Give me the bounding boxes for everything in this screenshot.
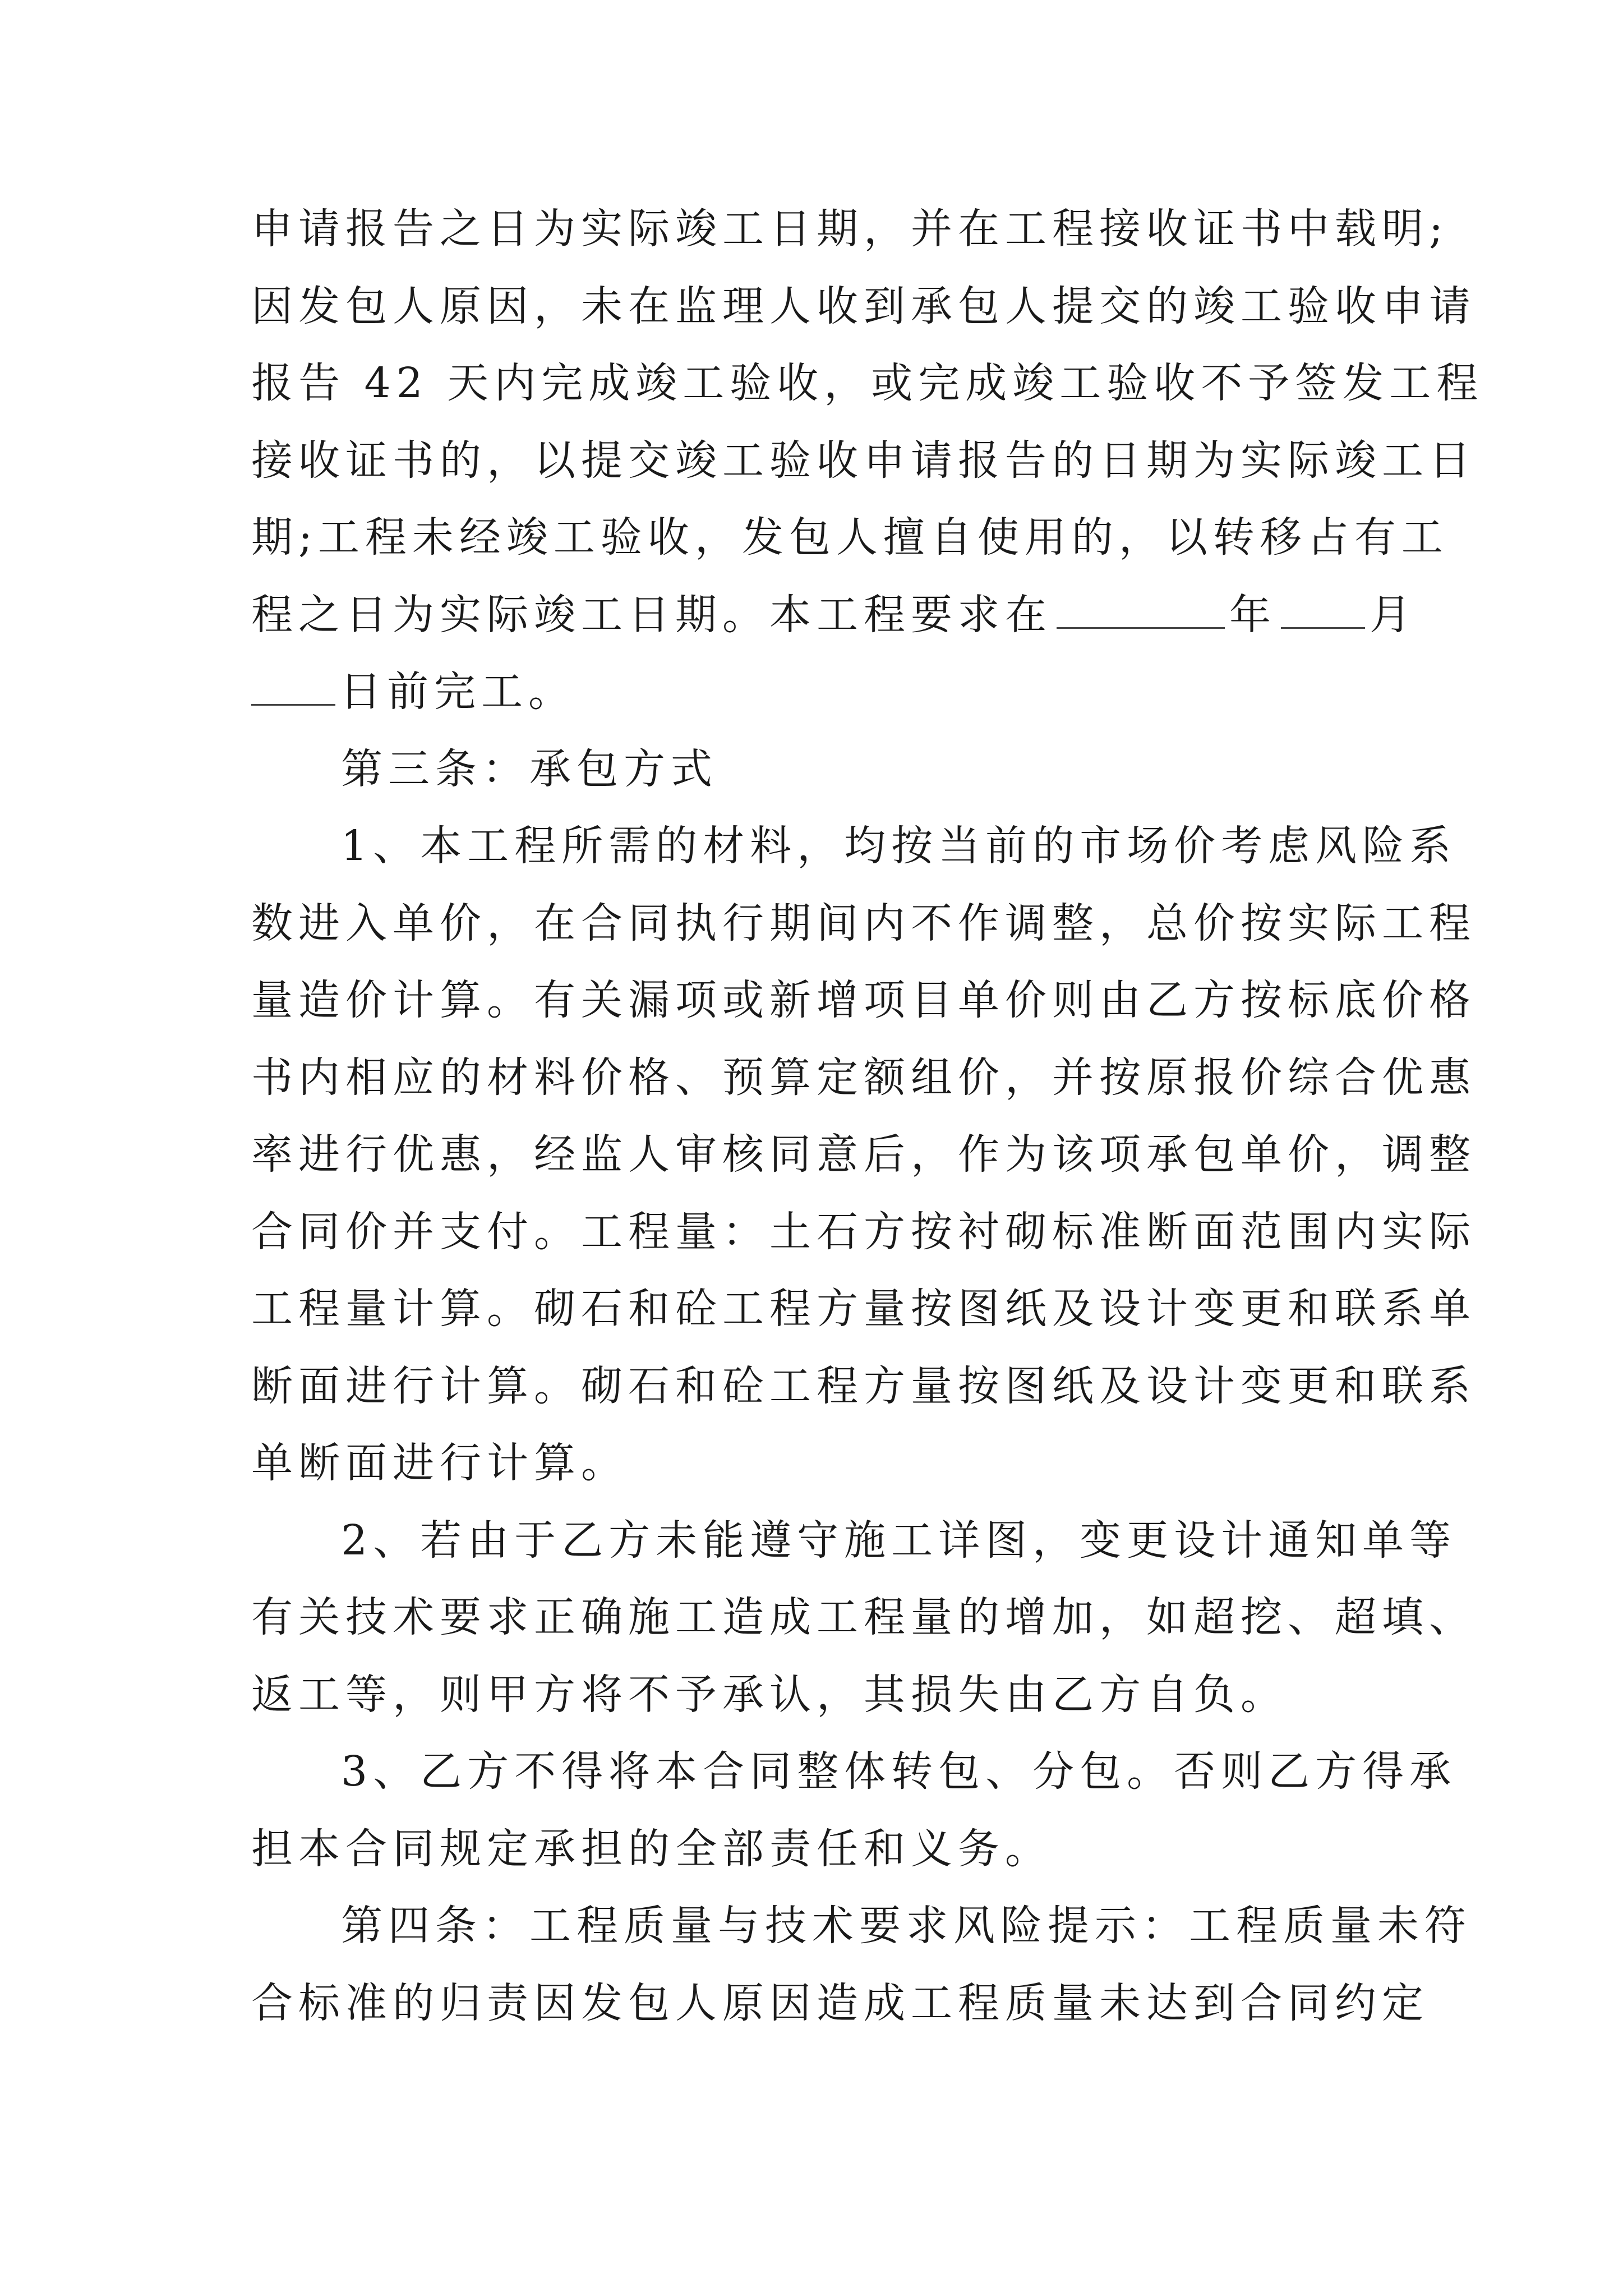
text-line: 率进行优惠，经监人审核同意后，作为该项承包单价，调整 <box>251 1130 1476 1179</box>
text-line: 申请报告之日为实际竣工日期，并在工程接收证书中载明; <box>251 205 1449 253</box>
text-line: 报告 42 天内完成竣工验收，或完成竣工验收不予签发工程 <box>251 359 1484 407</box>
text-line: 工程量计算。砌石和砼工程方量按图纸及设计变更和联系单 <box>251 1285 1476 1333</box>
day-blank <box>251 671 335 706</box>
text-line: 单断面进行计算。 <box>251 1439 628 1487</box>
text-line: 数进入单价，在合同执行期间内不作调整，总价按实际工程 <box>251 899 1476 947</box>
section-heading-article-4: 第四条：工程质量与技术要求风险提示：工程质量未符 <box>341 1902 1472 1950</box>
text-line: 书内相应的材料价格、预算定额组价，并按原报价综合优惠 <box>251 1053 1476 1102</box>
text-line: 返工等，则甲方将不予承认，其损失由乙方自负。 <box>251 1670 1288 1719</box>
text-line: 接收证书的，以提交竣工验收申请报告的日期为实际竣工日 <box>251 436 1476 485</box>
text-line: 2、若由于乙方未能遵守施工详图，变更设计通知单等 <box>341 1516 1457 1565</box>
contract-text <box>251 191 1484 2042</box>
text-line: 期;工程未经竣工验收，发包人擅自使用的，以转移占有工 <box>251 513 1449 562</box>
completion-date-prefix: 程之日为实际竣工日期。本工程要求在 <box>251 590 1052 639</box>
text-line: 量造价计算。有关漏项或新增项目单价则由乙方按标底价格 <box>251 976 1476 1024</box>
year-blank <box>1057 595 1225 629</box>
year-label: 年 <box>1229 590 1276 639</box>
text-line: 断面进行计算。砌石和砼工程方量按图纸及设计变更和联系 <box>251 1361 1476 1410</box>
month-label: 月 <box>1370 590 1417 639</box>
text-line: 担本合同规定承担的全部责任和义务。 <box>251 1824 1052 1873</box>
completion-day-suffix: 日前完工。 <box>340 668 575 716</box>
text-line-completion-date <box>251 577 1417 654</box>
section-heading-article-3: 第三条：承包方式 <box>341 744 718 793</box>
text-line: 合同价并支付。工程量：土石方按衬砌标准断面范围内实际 <box>251 1207 1476 1256</box>
month-blank <box>1281 595 1365 629</box>
text-line: 3、乙方不得将本合同整体转包、分包。否则乙方得承 <box>341 1747 1457 1796</box>
text-line: 有关技术要求正确施工造成工程量的增加，如超挖、超填、 <box>251 1593 1476 1641</box>
text-line: 因发包人原因，未在监理人收到承包人提交的竣工验收申请 <box>251 282 1476 330</box>
text-line-completion-day <box>251 654 1378 731</box>
text-line: 合标准的归责因发包人原因造成工程质量未达到合同约定 <box>251 1978 1429 2027</box>
text-line: 1、本工程所需的材料，均按当前的市场价考虑风险系 <box>341 822 1457 870</box>
